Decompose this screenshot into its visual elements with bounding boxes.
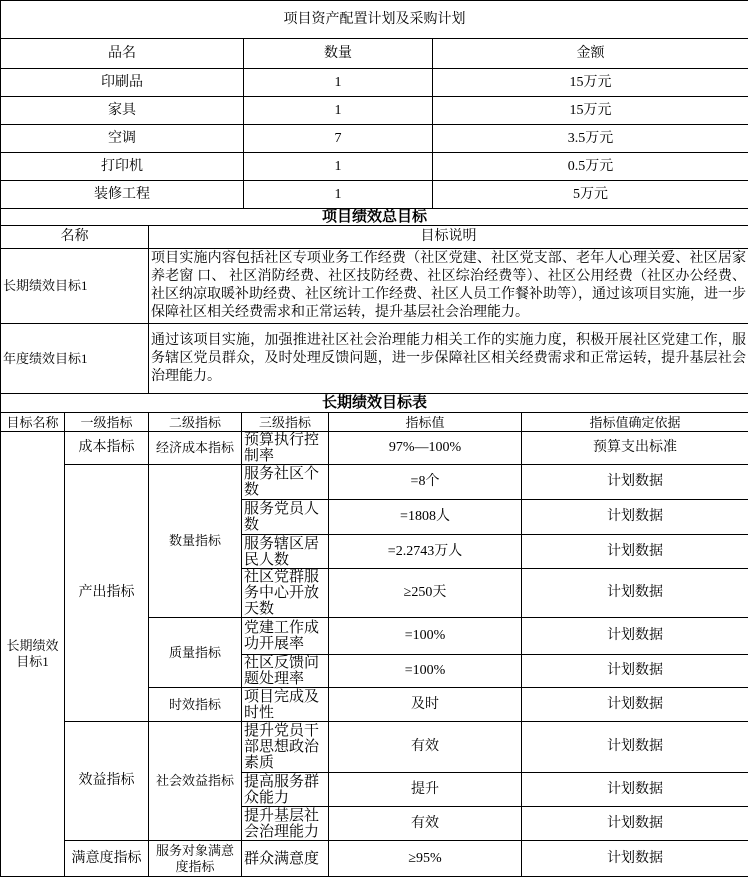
col-header-level2-indicator: 二级指标	[149, 413, 242, 432]
level3-indicator-cell: 党建工作成功开展率	[242, 618, 329, 655]
level3-indicator-cell: 服务社区个数	[242, 465, 329, 500]
level2-indicator-cell: 经济成本指标	[149, 432, 242, 465]
section-title-overall-goals: 项目绩效总目标	[1, 209, 748, 226]
col-header-indicator-value: 指标值	[329, 413, 522, 432]
item-qty-cell: 1	[244, 181, 433, 209]
table-row	[1, 249, 748, 324]
table-row	[1, 465, 748, 500]
indicator-basis-cell: 计划数据	[522, 807, 748, 841]
level2-indicator-cell: 质量指标	[149, 618, 242, 688]
indicator-basis-cell: 计划数据	[522, 655, 748, 688]
indicator-basis-cell: 计划数据	[522, 841, 748, 877]
level2-indicator-cell: 数量指标	[149, 465, 242, 618]
level1-indicator-cell: 效益指标	[65, 722, 149, 841]
indicator-value-cell: =8个	[329, 465, 522, 500]
col-header-amount: 金额	[433, 39, 748, 69]
col-header-value-basis: 指标值确定依据	[522, 413, 748, 432]
item-qty-cell: 1	[244, 97, 433, 125]
level2-indicator-cell: 时效指标	[149, 688, 242, 722]
level2-indicator-cell: 服务对象满意度指标	[149, 841, 242, 877]
indicator-value-cell: 提升	[329, 773, 522, 807]
indicator-value-cell: =100%	[329, 655, 522, 688]
item-name-cell: 印刷品	[1, 69, 244, 97]
indicator-value-cell: 有效	[329, 807, 522, 841]
item-qty-cell: 1	[244, 69, 433, 97]
item-qty-cell: 7	[244, 125, 433, 153]
indicator-value-cell: ≥250天	[329, 569, 522, 618]
indicator-value-cell: =100%	[329, 618, 522, 655]
col-header-goal-name: 名称	[1, 226, 149, 249]
table-row	[1, 722, 748, 773]
table-row	[1, 125, 748, 153]
indicator-value-cell: ≥95%	[329, 841, 522, 877]
indicator-basis-cell: 计划数据	[522, 500, 748, 535]
document-title: 项目资产配置计划及采购计划	[1, 1, 748, 39]
goal-description-cell: 项目实施内容包括社区专项业务工作经费（社区党建、社区党支部、老年人心理关爱、社区居家养老窗 口、 社区消防经费、社区技防经费、社区综治经费等）、社区公用经费（社区办公经费、社区纳凉取暖补助经费、社区统计工作经费、社区人员工作餐补助等），通过该项目实施，进一步保障社区相关经费需求和正常运转，提升基层社会治理能力。	[149, 249, 748, 324]
item-name-cell: 家具	[1, 97, 244, 125]
level3-indicator-cell: 社区反馈问题处理率	[242, 655, 329, 688]
indicator-value-cell: =1808人	[329, 500, 522, 535]
level1-indicator-cell: 满意度指标	[65, 841, 149, 877]
level3-indicator-cell: 群众满意度	[242, 841, 329, 877]
indicator-basis-cell: 计划数据	[522, 465, 748, 500]
goal-name-cell: 年度绩效目标1	[1, 324, 149, 394]
item-name-cell: 空调	[1, 125, 244, 153]
level3-indicator-cell: 项目完成及时性	[242, 688, 329, 722]
level3-indicator-cell: 服务党员人数	[242, 500, 329, 535]
procurement-table	[0, 0, 748, 209]
level2-indicator-cell: 社会效益指标	[149, 722, 242, 841]
col-header-goal-name: 目标名称	[1, 413, 65, 432]
level3-indicator-cell: 预算执行控制率	[242, 432, 329, 465]
table-row	[1, 841, 748, 877]
indicator-basis-cell: 预算支出标准	[522, 432, 748, 465]
indicator-basis-cell: 计划数据	[522, 618, 748, 655]
indicator-value-cell: =2.2743万人	[329, 535, 522, 569]
level1-indicator-cell: 成本指标	[65, 432, 149, 465]
level1-indicator-cell: 产出指标	[65, 465, 149, 722]
section-title-longterm-table: 长期绩效目标表	[1, 394, 748, 413]
item-name-cell: 打印机	[1, 153, 244, 181]
indicator-basis-cell: 计划数据	[522, 722, 748, 773]
table-row	[1, 432, 748, 465]
item-amount-cell: 5万元	[433, 181, 748, 209]
goal-name-cell: 长期绩效目标1	[1, 249, 149, 324]
item-name-cell: 装修工程	[1, 181, 244, 209]
level3-indicator-cell: 提高服务群众能力	[242, 773, 329, 807]
level3-indicator-cell: 服务辖区居民人数	[242, 535, 329, 569]
longterm-indicator-table	[0, 393, 748, 877]
col-header-level1-indicator: 一级指标	[65, 413, 149, 432]
indicator-basis-cell: 计划数据	[522, 535, 748, 569]
goal-description-cell: 通过该项目实施，加强推进社区社会治理能力相关工作的实施力度，积极开展社区党建工作，服务辖区党员群众，及时处理反馈问题，进一步保障社区相关经费需求和正常运转，提升基层社会治理能力。	[149, 324, 748, 394]
item-amount-cell: 15万元	[433, 97, 748, 125]
col-header-goal-description: 目标说明	[149, 226, 748, 249]
col-header-item-name: 品名	[1, 39, 244, 69]
table-row	[1, 324, 748, 394]
level3-indicator-cell: 提升党员干部思想政治素质	[242, 722, 329, 773]
overall-goals-table	[0, 208, 748, 394]
item-amount-cell: 3.5万元	[433, 125, 748, 153]
level3-indicator-cell: 社区党群服务中心开放天数	[242, 569, 329, 618]
level3-indicator-cell: 提升基层社会治理能力	[242, 807, 329, 841]
indicator-basis-cell: 计划数据	[522, 569, 748, 618]
table-row	[1, 69, 748, 97]
col-header-quantity: 数量	[244, 39, 433, 69]
table-row	[1, 181, 748, 209]
indicator-value-cell: 有效	[329, 722, 522, 773]
indicator-value-cell: 97%—100%	[329, 432, 522, 465]
col-header-level3-indicator: 三级指标	[242, 413, 329, 432]
goal-name-cell: 长期绩效目标1	[1, 432, 65, 877]
indicator-basis-cell: 计划数据	[522, 688, 748, 722]
table-row	[1, 97, 748, 125]
indicator-value-cell: 及时	[329, 688, 522, 722]
indicator-basis-cell: 计划数据	[522, 773, 748, 807]
item-amount-cell: 15万元	[433, 69, 748, 97]
item-qty-cell: 1	[244, 153, 433, 181]
table-row	[1, 153, 748, 181]
item-amount-cell: 0.5万元	[433, 153, 748, 181]
